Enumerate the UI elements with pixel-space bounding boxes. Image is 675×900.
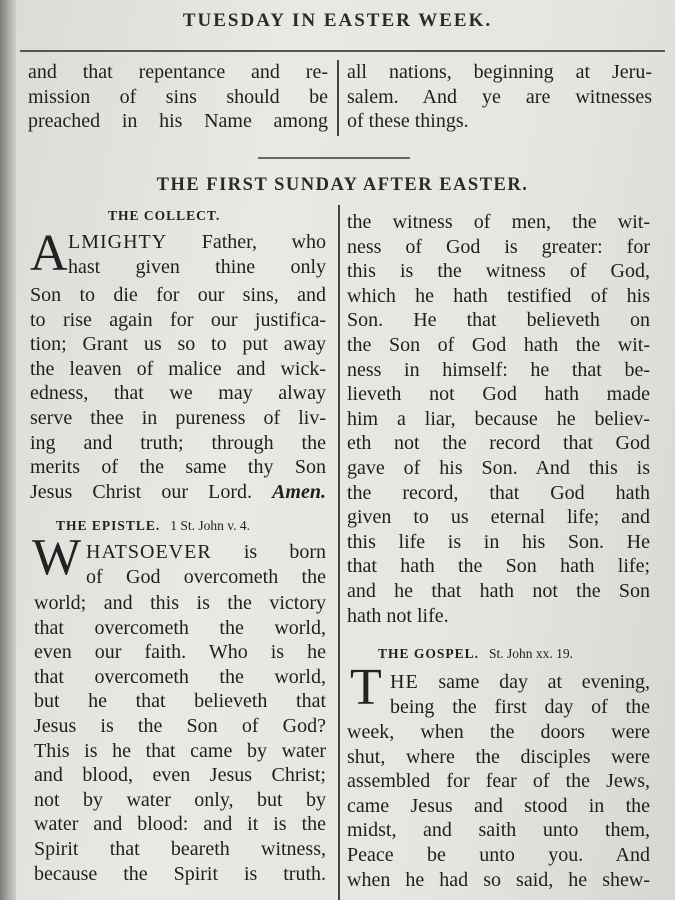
text-line: the record, that God hath xyxy=(347,481,650,504)
text-line: Peace be unto you. And xyxy=(347,843,650,866)
collect-opening xyxy=(68,230,326,279)
text-line: mission of sins should be xyxy=(28,85,328,108)
text-line: not by water only, but by xyxy=(34,788,326,811)
epistle-heading xyxy=(56,518,250,534)
text-line: serve thee in pureness of liv- xyxy=(30,406,326,429)
text-line: given to us eternal life; and xyxy=(347,506,650,529)
text-line: that hath the Son hath life; xyxy=(347,555,650,578)
running-head: TUESDAY IN EASTER WEEK. xyxy=(182,10,493,31)
text-line: This is he that came by water xyxy=(34,739,326,762)
text-line: that overcometh the world, xyxy=(34,665,326,688)
text-line: the witness of men, the wit- xyxy=(347,211,650,233)
section-separator xyxy=(258,157,410,159)
text-line: shut, where the disciples were xyxy=(347,745,650,768)
epistle-drop-cap: W xyxy=(32,529,82,586)
column-divider xyxy=(337,60,339,136)
column-divider xyxy=(338,205,340,900)
collect-drop-cap: A xyxy=(30,225,68,282)
text-line: came Jesus and stood in the xyxy=(347,794,650,817)
text-line: edness, that we may alway xyxy=(30,382,326,405)
text-line: lieveth not God hath made xyxy=(347,383,650,406)
collect-first-word: LMIGHTY xyxy=(68,231,168,253)
continuation-right-column xyxy=(347,60,652,134)
gospel-reference: St. John xx. 19. xyxy=(489,646,574,661)
continuation-left-column xyxy=(28,60,328,134)
text-line: him a liar, because he believ- xyxy=(347,407,650,430)
gospel-opening xyxy=(390,670,650,719)
text-line: to rise again for our justifica- xyxy=(30,308,326,331)
text-line: because the Spirit is truth. xyxy=(34,862,326,885)
text-line: this life is in his Son. He xyxy=(347,530,650,553)
gospel-first-word: HE xyxy=(390,671,419,693)
text-line: but he that believeth that xyxy=(34,690,326,713)
text-line: gave of his Son. And this is xyxy=(347,456,650,479)
text-line: hast given thine only xyxy=(68,255,326,278)
text-line: assembled for fear of the Jews, xyxy=(347,770,650,793)
gospel-title: THE GOSPEL. xyxy=(378,646,480,661)
text-line: preached in his Name among xyxy=(28,110,328,133)
text-line: all nations, beginning at Jeru- xyxy=(347,61,652,83)
text-line: ness in himself: he that be- xyxy=(347,358,650,381)
text-line: Spirit that beareth witness, xyxy=(34,837,326,860)
text-line: the leaven of malice and wick- xyxy=(30,357,326,380)
text-line: Jesus Christ our Lord. xyxy=(30,480,252,503)
epistle-body xyxy=(34,591,326,886)
text-line: which he hath testified of his xyxy=(347,284,650,307)
text-line: this is the witness of God, xyxy=(347,260,650,283)
amen: Amen. xyxy=(272,480,326,503)
text-line: of these things. xyxy=(347,110,469,133)
text-line: the Son of God hath the wit- xyxy=(347,333,650,356)
text-line: Son. He that believeth on xyxy=(347,309,650,332)
text-line: salem. And ye are witnesses xyxy=(347,85,652,108)
text-line: ing and truth; through the xyxy=(30,431,326,454)
header-rule xyxy=(20,50,665,52)
text-line: eth not the record that God xyxy=(347,432,650,455)
text-line: and he that hath not the Son xyxy=(347,579,650,602)
text-line: being the first day of the xyxy=(390,695,650,718)
text-line: Father, who xyxy=(201,231,326,253)
text-line: Jesus is the Son of God? xyxy=(34,714,326,737)
text-line: of God overcometh the xyxy=(86,565,326,588)
text-line: midst, and saith unto them, xyxy=(347,819,650,842)
text-line: ness of God is greater: for xyxy=(347,235,650,258)
page-gutter xyxy=(0,0,16,900)
collect-body xyxy=(30,283,326,504)
section-title: THE FIRST SUNDAY AFTER EASTER. xyxy=(156,175,529,195)
text-line: merits of the same thy Son xyxy=(30,456,326,479)
text-line: world; and this is the victory xyxy=(34,592,326,614)
collect-heading: THE COLLECT. xyxy=(108,208,221,223)
gospel-body xyxy=(347,720,650,892)
text-line: and that repentance and re- xyxy=(28,61,328,83)
text-line: is born xyxy=(243,541,326,563)
text-line: that overcometh the world, xyxy=(34,616,326,639)
gospel-heading xyxy=(378,646,573,662)
text-line: even our faith. Who is he xyxy=(34,641,326,664)
epistle-reference: 1 St. John v. 4. xyxy=(170,518,251,533)
text-line: week, when the doors were xyxy=(347,721,650,743)
epistle-title: THE EPISTLE. xyxy=(56,518,161,533)
text-line: water and blood: and it is the xyxy=(34,813,326,836)
text-line: Son to die for our sins, and xyxy=(30,284,326,306)
text-line: and blood, even Jesus Christ; xyxy=(34,764,326,787)
text-line: hath not life. xyxy=(347,604,449,627)
text-line: same day at evening, xyxy=(438,671,650,693)
text-line: tion; Grant us so to put away xyxy=(30,333,326,356)
epistle-continuation xyxy=(347,210,650,628)
gospel-drop-cap: T xyxy=(350,659,382,716)
epistle-opening xyxy=(86,540,326,589)
epistle-first-word: HATSOEVER xyxy=(86,541,212,563)
text-line: when he had so said, he shew- xyxy=(347,868,650,891)
